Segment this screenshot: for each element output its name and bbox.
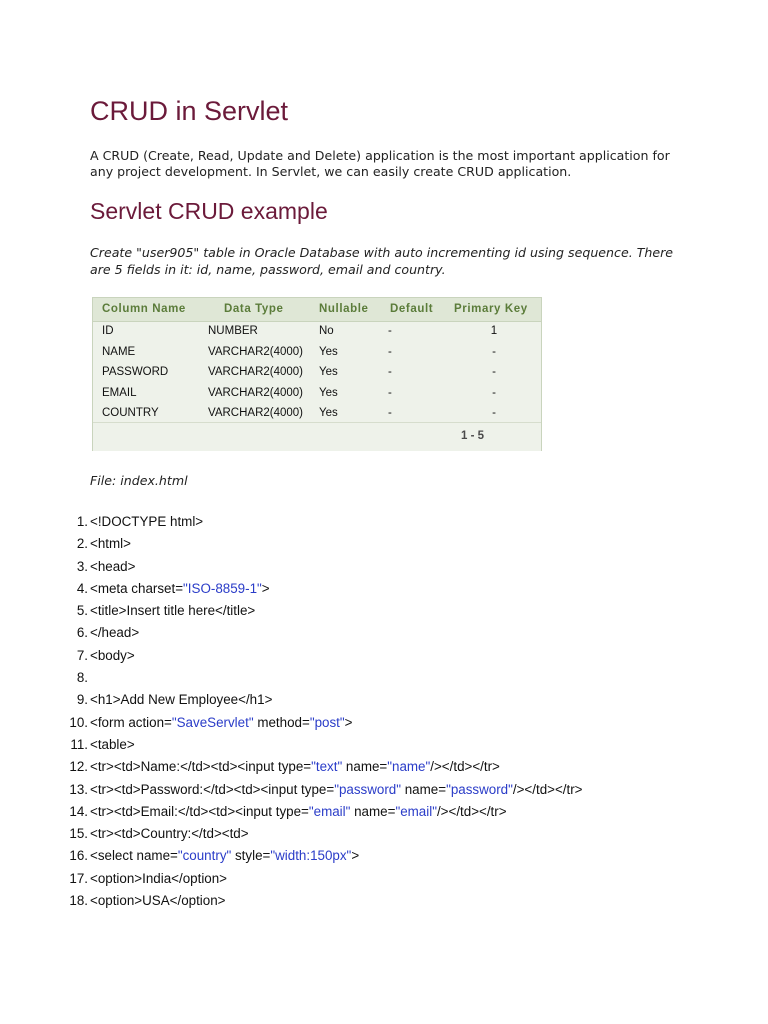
code-token: style= — [231, 848, 271, 864]
code-text — [90, 557, 135, 577]
table-cell: COUNTRY — [102, 407, 159, 419]
line-number: 8. — [76, 670, 88, 686]
code-text — [90, 601, 255, 621]
string-literal: "SaveServlet" — [171, 714, 254, 730]
string-literal: "width:150px" — [270, 848, 352, 864]
code-token: <tr><td>Country:</td><td> — [90, 826, 249, 842]
string-literal: "email" — [395, 803, 437, 819]
table-cell: - — [388, 325, 392, 337]
code-token: <title>Insert title here</title> — [90, 603, 256, 619]
code-token: <tr><td>Email:</td><td><input type= — [90, 803, 309, 819]
table-cell: - — [388, 407, 392, 419]
code-token: <tr><td>Password:</td><td><input type= — [90, 781, 335, 797]
line-number: 3. — [76, 558, 88, 574]
table-cell: NAME — [102, 345, 136, 358]
code-text — [90, 690, 272, 710]
table-cell: - — [492, 407, 496, 419]
code-token: method= — [253, 714, 310, 730]
code-text — [90, 824, 249, 844]
table-row — [93, 404, 541, 424]
code-token: <tr><td>Name:</td><td><input type= — [90, 759, 312, 775]
table-row — [93, 343, 541, 363]
code-token: <table> — [90, 736, 135, 752]
table-cell: - — [492, 366, 496, 378]
code-text — [90, 846, 359, 866]
code-token: /></td></tr> — [430, 759, 500, 775]
string-literal: "password" — [446, 781, 513, 797]
code-token: > — [261, 580, 270, 596]
string-literal: "ISO-8859-1" — [183, 580, 262, 596]
table-cell: No — [319, 325, 334, 337]
line-number: 14. — [69, 803, 88, 819]
code-text — [90, 713, 352, 733]
code-token: > — [351, 848, 360, 864]
table-cell: - — [388, 366, 392, 378]
line-number: 2. — [76, 536, 88, 552]
line-number: 12. — [69, 759, 88, 775]
table-cell: VARCHAR2(4000) — [208, 386, 304, 399]
code-text — [90, 623, 139, 643]
code-token: <head> — [90, 558, 136, 574]
line-number: 10. — [69, 714, 88, 730]
intro-paragraph: A CRUD (Create, Read, Update and Delete) application is the most important application for any project development. In Servlet, we can easily create CRUD application. — [90, 148, 670, 179]
table-cell: PASSWORD — [102, 366, 169, 378]
string-literal: "password" — [334, 781, 402, 797]
pagination-range: 1 - 5 — [461, 430, 485, 442]
code-token: /></td></tr> — [512, 781, 583, 797]
table-cell: VARCHAR2(4000) — [208, 366, 304, 378]
section-heading: Servlet CRUD example — [90, 198, 328, 224]
string-literal: "name" — [387, 759, 431, 775]
table-pagination — [93, 422, 541, 451]
code-token: <option>USA</option> — [90, 893, 226, 909]
table-cell: Yes — [319, 386, 338, 399]
line-number: 6. — [76, 625, 88, 641]
code-text — [90, 646, 135, 666]
code-token: name= — [401, 781, 447, 797]
code-token: <meta charset= — [90, 580, 184, 596]
code-token: </head> — [90, 625, 140, 641]
line-number: 11. — [70, 736, 88, 752]
table-cell: - — [388, 386, 392, 399]
header-nullable: Nullable — [319, 303, 369, 315]
code-token: <select name= — [90, 848, 178, 864]
table-row — [93, 322, 541, 342]
code-token: <!DOCTYPE html> — [90, 514, 204, 529]
code-text — [90, 512, 203, 532]
code-text — [90, 534, 131, 554]
code-text — [90, 891, 226, 911]
code-text — [90, 579, 270, 599]
table-cell: - — [492, 386, 496, 399]
code-text — [90, 869, 227, 889]
table-description: Create "user905" table in Oracle Database with auto incrementing id using sequence. There are 5 fields in it: id, name, password, email and country. — [90, 245, 674, 277]
table-cell: - — [492, 345, 496, 358]
header-column-name: Column Name — [102, 303, 186, 315]
page-title: CRUD in Servlet — [90, 96, 289, 126]
code-token: name= — [350, 803, 396, 819]
string-literal: "text" — [311, 759, 343, 775]
line-number: 1. — [76, 514, 88, 529]
line-number: 18. — [69, 893, 88, 909]
code-text — [90, 735, 135, 755]
string-literal: "post" — [309, 714, 345, 730]
string-literal: "email" — [308, 803, 351, 819]
table-header-row — [93, 298, 541, 322]
line-number: 16. — [69, 848, 88, 864]
code-token: <option>India</option> — [90, 870, 228, 886]
table-cell: VARCHAR2(4000) — [208, 407, 304, 419]
code-token: <html> — [90, 536, 131, 552]
table-cell: EMAIL — [102, 386, 137, 399]
line-number: 9. — [76, 692, 88, 708]
header-primary-key: Primary Key — [454, 303, 528, 315]
code-token: /></td></tr> — [436, 803, 507, 819]
table-cell: - — [388, 345, 392, 358]
header-default: Default — [390, 303, 434, 315]
table-cell: NUMBER — [208, 325, 258, 337]
table-cell: Yes — [319, 366, 338, 378]
header-data-type: Data Type — [224, 303, 284, 315]
table-cell: Yes — [319, 407, 338, 419]
table-cell: VARCHAR2(4000) — [208, 345, 304, 358]
code-token: <form action= — [90, 714, 172, 730]
code-token: <body> — [90, 647, 135, 663]
code-text — [90, 802, 507, 822]
table-row — [93, 363, 541, 383]
table-cell: ID — [102, 325, 114, 337]
line-number: 4. — [76, 580, 88, 596]
line-number: 13. — [69, 781, 88, 797]
code-token: > — [344, 714, 353, 730]
code-text — [90, 780, 583, 800]
table-cell: 1 — [490, 325, 498, 337]
line-number: 7. — [76, 647, 88, 663]
file-label: File: index.html — [90, 473, 188, 488]
line-number: 17. — [69, 870, 88, 886]
string-literal: "country" — [177, 848, 232, 864]
code-token: <h1>Add New Employee</h1> — [90, 692, 273, 708]
code-token: name= — [342, 759, 388, 775]
database-table — [92, 297, 542, 451]
table-row — [93, 384, 541, 404]
line-number: 5. — [76, 603, 88, 619]
line-number: 15. — [69, 826, 88, 842]
table-cell: Yes — [319, 345, 338, 358]
code-text — [90, 757, 500, 777]
